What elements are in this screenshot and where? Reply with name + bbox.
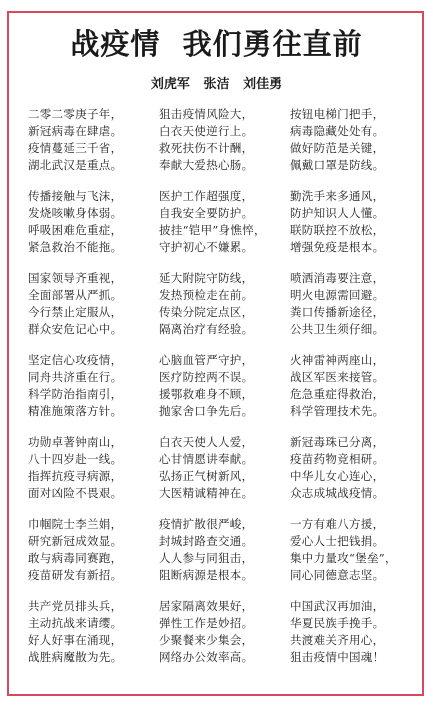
stanza [28,106,158,174]
poem-line: 居家隔离效果好， [159,599,254,613]
poem-line: 粪口传播新途径， [290,305,385,319]
poem-line: 紧急救治不能拖。 [28,240,123,254]
stanza [290,598,420,666]
poem-line: 爱心人士把钱捐。 [290,534,385,548]
poem-line: 按钮电梯门把手， [290,107,385,121]
poem-line: 共渡难关齐用心， [290,633,385,647]
poem-line: 延大附院守防线， [159,271,254,285]
poem-line: 二零二零庚子年， [28,107,123,121]
poem-line: 众志成城战疫情。 [290,486,385,500]
stanza-row [28,270,418,352]
poem-line: 奉献大爱热心肠。 [159,158,254,172]
poem-line: 狙击疫情中国魂！ [290,650,385,664]
poem-line: 同舟共济重在行。 [28,370,123,384]
poem-line: 做好防范是关键， [290,141,385,155]
poem-line: 战区军医来接管。 [290,370,385,384]
poem-line: 心脑血管严守护， [159,353,254,367]
stanza [28,598,158,666]
poem-line: 大医精诚精神在。 [159,486,254,500]
stanza [159,598,289,666]
poem-line: 华夏民族手挽手。 [290,616,385,630]
poem-line: 发烧咳嗽身体弱。 [28,206,123,220]
poem-line: 传播接触与飞沫， [28,189,123,203]
poem-line: 主动抗战来请缨。 [28,616,123,630]
poem-line: 阻断病源是根本。 [159,568,254,582]
poem-line: 集中力量攻“堡垒”， [290,551,397,565]
poem-line: 少聚餐来少集会， [159,633,254,647]
poem-line: 科学管理技术先。 [290,404,385,418]
poem-line: 喷洒消毒要注意， [290,271,385,285]
poem-line: 守护初心不嫌累。 [159,240,254,254]
poem-line: 披挂“铠甲”身憔悴， [159,223,266,237]
poem-line: 全面部署从严抓。 [28,288,123,302]
poem-line: 疫苗药物竞相研。 [290,452,385,466]
stanza-row [28,598,418,680]
poem-line: 防护知识人人懂。 [290,206,385,220]
poem-line: 疫苗研发有新招。 [28,568,123,582]
stanza [290,352,420,420]
poem-line: 火神雷神两座山， [290,353,385,367]
poem-line: 战胜病魔散为先。 [28,650,123,664]
poem-line: 一方有难八方援， [290,517,385,531]
poem-line: 救死扶伤不计酬， [159,141,254,155]
poem-line: 疫情蔓延三千省， [28,141,123,155]
poem-line: 增强免疫是根本。 [290,240,385,254]
poem-line: 明火电源需回避。 [290,288,385,302]
poem-line: 湖北武汉是重点。 [28,158,123,172]
poem-line: 隔离治疗有经验。 [159,322,254,336]
stanza-row [28,434,418,516]
poem-line: 人人参与同狙击， [159,551,254,565]
stanza [290,434,420,502]
stanza-row [28,516,418,598]
poem-line: 中国武汉再加油， [290,599,385,613]
poem-line: 功勋卓著钟南山， [28,435,123,449]
stanza-row [28,352,418,434]
poem-line: 精准施策落方针。 [28,404,123,418]
poem-line: 弘扬正气树新风， [159,469,254,483]
poem-line: 国家领导齐重视， [28,271,123,285]
poem-line: 新冠病毒在肆虐。 [28,124,123,138]
stanza [290,270,420,338]
poem-line: 病毒隐藏处处有。 [290,124,385,138]
stanza [159,434,289,502]
poem-line: 狙击疫情风险大， [159,107,254,121]
poem-line: 传染分院定点区， [159,305,254,319]
poem-line: 心甘情愿讲奉献。 [159,452,254,466]
poem-line: 敢与病毒同赛跑， [28,551,123,565]
stanza [28,352,158,420]
stanza [28,270,158,338]
stanza [159,516,289,584]
stanza [159,106,289,174]
author-line: 刘虎军 张洁 刘佳勇 [150,77,283,92]
poem-line: 弹性工作是妙招。 [159,616,254,630]
poem-line: 共产党员排头兵， [28,599,123,613]
poem-line: 面对凶险不畏艰。 [28,486,123,500]
poem-line: 好人好事在涌现， [28,633,123,647]
poem-line: 指挥抗疫寻病源， [28,469,123,483]
poem-line: 发热预检走在前。 [159,288,254,302]
poem-line: 八十四岁赴一线。 [28,452,123,466]
poem-line: 危急重症得救治， [290,387,385,401]
poem-line: 佩戴口罩是防线。 [290,158,385,172]
poem-line: 自我安全要防护。 [159,206,254,220]
stanza-row [28,188,418,270]
poem-line: 巾帼院士李兰娟， [28,517,123,531]
poem-line: 封城封路查交通。 [159,534,254,548]
stanza [28,434,158,502]
poem-line: 中华儿女心连心， [290,469,385,483]
poem-line: 群众安危记心中。 [28,322,123,336]
stanza [290,106,420,174]
stanza [159,188,289,256]
stanza [159,352,289,420]
stanza [28,516,158,584]
poem-line: 联防联控不放松， [290,223,385,237]
stanza [28,188,158,256]
poem-line: 勤洗手来多通风， [290,189,385,203]
poem-line: 研究新冠成效显。 [28,534,123,548]
poem-line: 疫情扩散很严峻， [159,517,254,531]
poem-line: 援鄂救难身不顾， [159,387,254,401]
poem-line: 科学防治指南引， [28,387,123,401]
poem-line: 网络办公效率高。 [159,650,254,664]
stanza [159,270,289,338]
poem-line: 同心同德意志坚。 [290,568,385,582]
poem-line: 医疗防控两不误。 [159,370,254,384]
poem-line: 公共卫生须仔细。 [290,322,385,336]
poem-line: 医护工作超强度， [159,189,254,203]
stanza [290,188,420,256]
poem-line: 抛家舍口争先后。 [159,404,254,418]
poem-line: 白衣天使逆行上。 [159,124,254,138]
poem-line: 今行禁止定服从， [28,305,123,319]
poem-title: 战疫情 我们勇往直前 [70,27,363,61]
poem-line: 白衣天使人人爱， [159,435,254,449]
poem-line: 新冠毒珠已分离， [290,435,385,449]
stanza-row [28,106,418,188]
stanza [290,516,420,584]
poem-line: 呼吸困难危重症， [28,223,123,237]
poem-body [28,106,418,680]
poem-line: 坚定信心攻疫情， [28,353,123,367]
